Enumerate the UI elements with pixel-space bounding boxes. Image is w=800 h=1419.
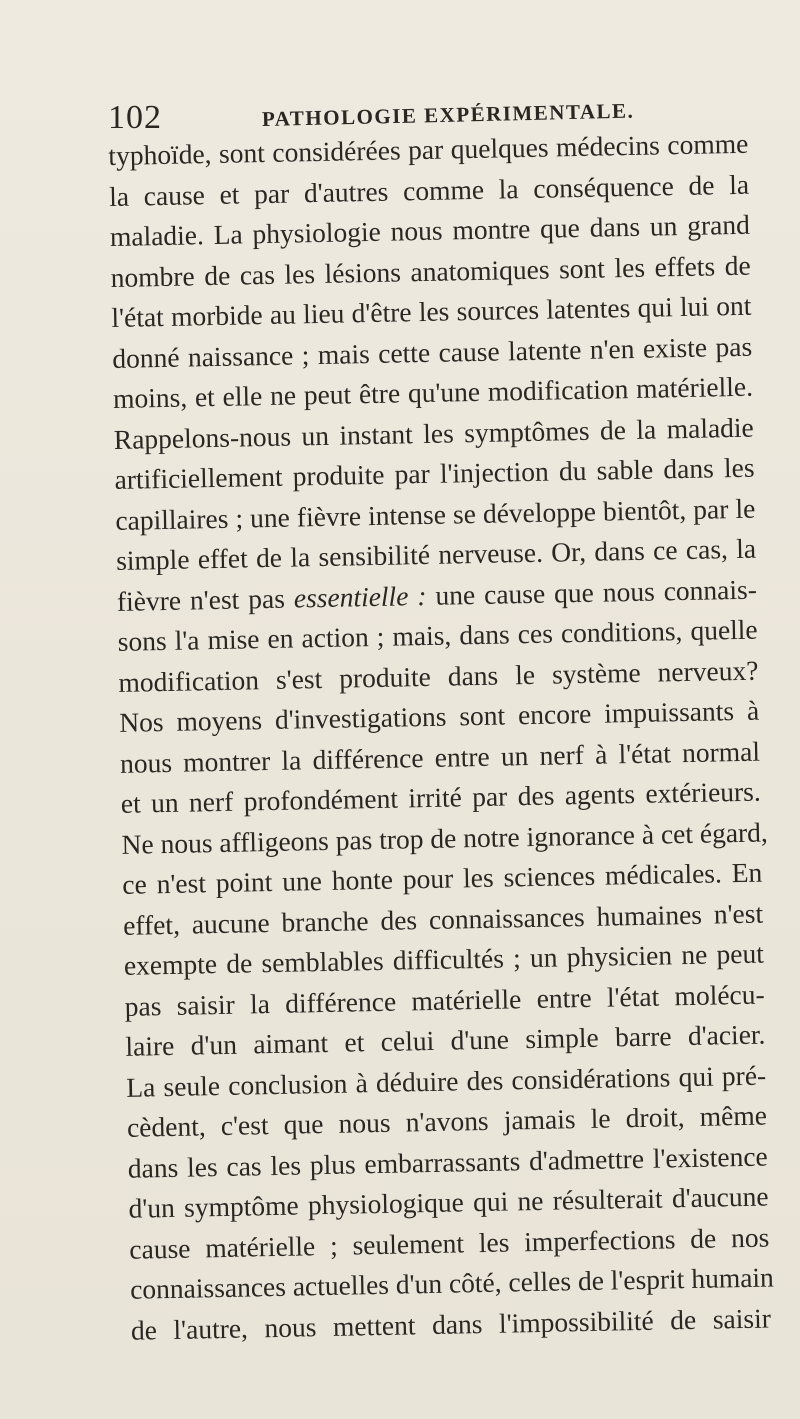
text-line: pas saisir la différence matérielle entre l'état molécu-	[124, 978, 765, 1022]
text-line: d'un symptôme physiologique qui ne résulterait d'aucune	[128, 1180, 769, 1224]
text-line: la cause et par d'autres comme la conséquence de la	[108, 168, 750, 212]
text-line: Ne nous affligeons pas trop de notre ignorance à cet égard,	[121, 815, 769, 860]
text-line: cèdent, c'est que nous n'avons jamais le droit, même	[126, 1099, 768, 1143]
text-line: dans les cas les plus embarrassants d'admettre l'existence	[127, 1140, 768, 1184]
text-line: modification s'est produite dans le système nerveux?	[118, 654, 759, 698]
text-line: Nos moyens d'investigations sont encore impuissants à	[118, 694, 760, 738]
text-line: connaissances actuelles d'un côté, celles de l'esprit humain	[129, 1261, 775, 1305]
text-line: laire d'un aimant et celui d'une simple barre d'acier.	[125, 1018, 766, 1062]
body-text	[108, 124, 775, 1351]
text-line: simple effet de la sensibilité nerveuse. Or, dans ce cas, la	[115, 532, 757, 576]
text-line: ce n'est point une honte pour les sciences médicales. En	[122, 856, 763, 900]
text-line: exempte de semblables difficultés ; un physicien ne peut	[123, 937, 765, 981]
text-line: donné naissance ; mais cette cause latente n'en existe pas	[111, 330, 753, 374]
text-line: de l'autre, nous mettent dans l'impossibilité de saisir	[130, 1301, 772, 1346]
text-line: nous montrer la différence entre un nerf à l'état normal	[119, 735, 761, 779]
text-line: moins, et elle ne peut être qu'une modification matérielle.	[112, 370, 754, 414]
text-line: cause matérielle ; seulement les imperfections de nos	[129, 1221, 770, 1265]
running-title: PATHOLOGIE EXPÉRIMENTALE.	[261, 98, 635, 131]
text-line: maladie. La physiologie nous montre que dans un grand	[109, 208, 751, 252]
text-line: l'état morbide au lieu d'être les sources latentes qui lui ont	[111, 289, 752, 333]
text-line: Rappelons-nous un instant les symptômes de la maladie	[113, 411, 754, 455]
text-line: et un nerf profondément irrité par des agents extérieurs.	[120, 775, 761, 819]
text-segment: fièvre n'est pas	[116, 582, 295, 617]
text-line: La seule conclusion à déduire des considérations qui pré-	[125, 1059, 767, 1103]
text-line: effet, aucune branche des connaissances humaines n'est	[122, 897, 764, 941]
text-line: typhoïde, sont considérées par quelques médecins comme	[108, 127, 749, 171]
text-line: nombre de cas les lésions anatomiques sont les effets de	[110, 249, 751, 293]
text-segment: une cause que nous connais-	[426, 573, 758, 611]
text-line: capillaires ; une fièvre intense se développe bientôt, par le	[115, 492, 756, 536]
text-line: sons l'a mise en action ; mais, dans ces conditions, quelle	[117, 613, 758, 657]
text-line: artificiellement produite par l'injection du sable dans les	[114, 451, 755, 495]
page-number: 102	[108, 99, 162, 136]
emphasis-text: essentielle :	[293, 579, 427, 614]
